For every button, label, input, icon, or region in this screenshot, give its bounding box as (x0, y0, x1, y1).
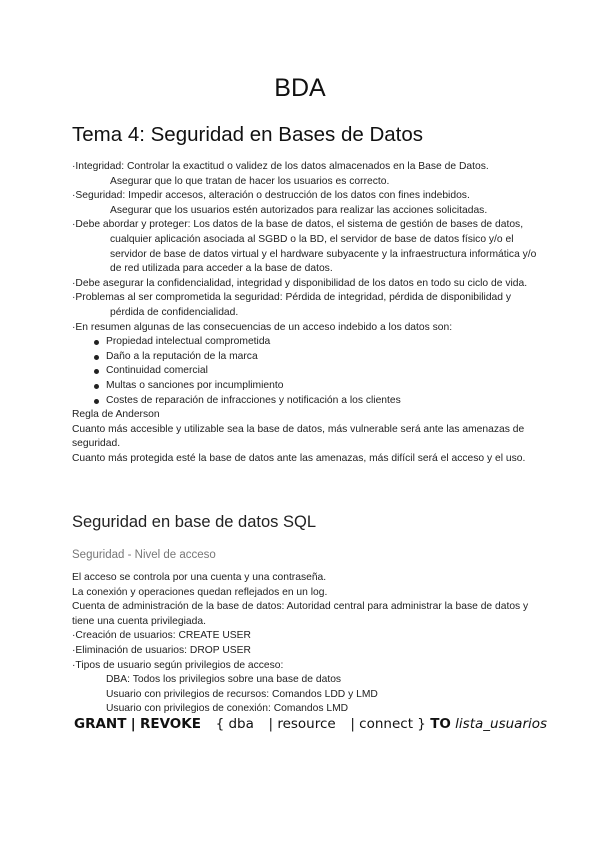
user-type-item: DBA: Todos los privilegios sobre una base de datos (106, 674, 342, 686)
open-brace: { (215, 716, 225, 732)
anderson-paragraph-1: Cuanto más accesible y utilizable sea la base de datos, más vulnerable será ante las amenazas de seguridad. (72, 423, 525, 450)
list-item: Multas o sanciones por incumplimiento (106, 379, 542, 394)
revoke-keyword: REVOKE (139, 716, 201, 732)
list-item: Costes de reparación de infracciones y notificación a los clientes (106, 394, 542, 409)
option-separator: | (350, 716, 355, 732)
paragraph-resumen: ·En resumen algunas de las consecuencias de un acceso indebido a los datos son: (72, 321, 453, 333)
anderson-title: Regla de Anderson (72, 409, 160, 421)
user-type-item: Usuario con privilegios de conexión: Comandos LMD (106, 703, 349, 715)
paragraph-integridad: ·Integridad: Controlar la exactitud o validez de los datos almacenados en la Base de Datos. Asegurar que lo que tratan de hacer los usuarios es correcto. (72, 161, 489, 187)
paragraph-problemas: ·Problemas al ser comprometida la seguridad: Pérdida de integridad, pérdida de disponibilidad y pérdida de confidencialidad. (72, 292, 512, 318)
grant-syntax (74, 716, 547, 732)
list-item: Continuidad comercial (106, 364, 542, 379)
anderson-paragraph-2: Cuanto más protegida esté la base de datos ante las amenazas, más difícil será el acceso y el uso. (72, 452, 526, 464)
document-title: BDA (274, 74, 326, 102)
sql-line: ·Eliminación de usuarios: DROP USER (72, 644, 251, 656)
sql-line: El acceso se controla por una cuenta y una contraseña. (72, 572, 327, 583)
to-keyword: TO (430, 716, 451, 732)
user-list-placeholder: lista_usuarios (455, 716, 548, 732)
option-separator: | (268, 716, 274, 732)
paragraph-debe-asegurar: ·Debe asegurar la confidencialidad, integridad y disponibilidad de los datos en todo su ciclo de vida. (72, 277, 528, 289)
section-body (72, 160, 542, 466)
connect-option: connect (359, 716, 413, 732)
resource-option: resource (277, 716, 336, 732)
consequences-list (72, 335, 542, 408)
sql-section-body (72, 571, 542, 717)
sql-line: ·Tipos de usuario según privilegios de acceso: (72, 659, 284, 671)
paragraph-seguridad: ·Seguridad: Impedir accesos, alteración o destrucción de los datos con fines indebidos. Asegurar que los usuarios estén autorizados para realizar las acciones solicitadas. (72, 190, 488, 216)
grant-separator: | (130, 716, 136, 732)
close-brace: } (417, 716, 426, 732)
sql-line: La conexión y operaciones quedan reflejados en un log. (72, 586, 328, 598)
sql-line: Cuenta de administración de la base de datos: Autoridad central para administrar la base de datos y tiene una cuenta privilegiada. (72, 601, 529, 627)
sql-line: ·Creación de usuarios: CREATE USER (72, 630, 251, 642)
list-item: Propiedad intelectual comprometida (106, 335, 542, 350)
section-heading: Tema 4: Seguridad en Bases de Datos (72, 123, 423, 146)
sql-section-heading: Seguridad en base de datos SQL (72, 513, 317, 531)
user-type-item: Usuario con privilegios de recursos: Comandos LDD y LMD (106, 688, 378, 700)
paragraph-debe-abordar: ·Debe abordar y proteger: Los datos de la base de datos, el sistema de gestión de bases de datos, cualquier aplicación asociada al SGBD o la BD, el servidor de base de datos físico y/o el servidor de base de datos virtual y el hardware subyacente y la infraestructura informática y/o de red utilizada para acceder a la base de datos. (72, 219, 537, 275)
grant-keyword: GRANT (74, 716, 127, 732)
list-item: Daño a la reputación de la marca (106, 350, 542, 365)
dba-option: dba (228, 716, 254, 732)
sql-subheading: Seguridad - Nivel de acceso (72, 549, 216, 561)
